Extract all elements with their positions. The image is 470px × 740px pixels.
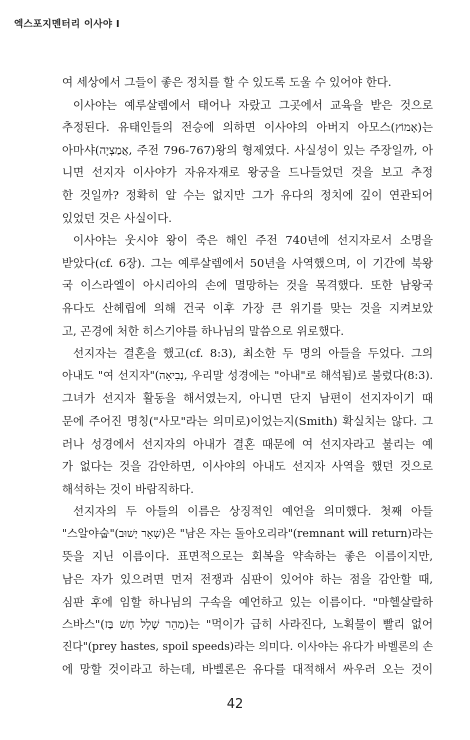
text-line: 심판 후에 임할 하나님의 구속을 예언하고 있는 이름이다. "마헬살랄하 (62, 594, 433, 609)
text-line: 에 망할 것이라고 하는데, 바벨론은 유다를 대적해서 싸우러 오는 것이 (62, 662, 433, 677)
text-line: 이사야는 예루살렘에서 태어나 자랐고 그곳에서 교육을 받은 것으로 (73, 97, 433, 112)
text-line: 선지자는 결혼을 했고(cf. 8:3), 최소한 두 명의 아들을 두었다. 그의 (73, 346, 433, 361)
text-line: 유다도 산헤립에 의해 건국 이후 가장 큰 위기를 맞는 것을 지켜보았 (62, 300, 433, 315)
text-line: 아내도 "여 선지자"(נְבִיאָה, 우리말 성경에는 "아내"로 해석됨)로 불렸다(8:3). (62, 368, 433, 382)
body-text (62, 71, 433, 681)
text-line: 뜻을 지닌 이름이다. 표면적으로는 회복을 약속하는 좋은 이름이지만, (62, 549, 433, 564)
text-line: 진다"(prey hastes, spoil speeds)라는 의미다. 이사야는 유다가 바벨론의 손 (62, 639, 433, 653)
text-line: 고, 곤경에 처한 히스기야를 하나님의 말씀으로 위로했다. (62, 323, 345, 338)
text-line: 남은 자가 있으려면 먼저 전쟁과 심판이 있어야 하는 점을 감안할 때, (62, 572, 433, 587)
running-header: 엑스포지멘터리 이사야 I (14, 19, 120, 30)
text-line: 이사야는 웃시야 왕이 죽은 해인 주전 740년에 선지자로서 소명을 (73, 233, 433, 248)
text-line: 그녀가 선지자 활동을 해서였는지, 아니면 단지 남편이 선지자이기 때 (62, 391, 433, 406)
text-line: 스바스"(מַהֵר שָׁלָל חָשׁ בַּז)는 "먹이가 급히 사라진다, 노획물이 빨리 없어 (62, 617, 433, 632)
text-line: 가 없다는 것을 감안하면, 이사야의 아내도 선지자 사역을 했던 것으로 (62, 459, 433, 474)
page-number: 42 (226, 697, 244, 712)
text-line: 여 세상에서 그들이 좋은 정치를 할 수 있도록 도울 수 있어야 한다. (62, 75, 392, 89)
text-line: 해석하는 것이 바람직하다. (62, 481, 194, 496)
text-line: 한 것일까? 정확히 알 수는 없지만 그가 유다의 정치에 깊이 연관되어 (62, 187, 433, 202)
text-line: 러나 성경에서 선지자의 아내가 결혼 때문에 여 선지자라고 불리는 예 (62, 436, 433, 451)
text-line: 있었던 것은 사실이다. (62, 210, 172, 225)
text-line: 선지자의 두 아들의 이름은 상징적인 예언을 의미했다. 첫째 아들 (73, 504, 433, 519)
text-line: "스알야숩"(שְׁאָר יָשׁוּב)은 "남은 자는 돌아오리라"(remnant will return)라는 (62, 526, 433, 540)
text-line: 문에 주어진 명칭("사모"라는 의미로)이었는지(Smith) 확실치는 않다. 그 (62, 413, 433, 428)
text-line: 추정된다. 유태인들의 전승에 의하면 이사야의 아버지 아모스(אָמוֹץ)는 (62, 120, 433, 135)
text-line: 국 이스라엘이 아시리아의 손에 멸망하는 것을 목격했다. 또한 남왕국 (62, 278, 433, 293)
text-line: 받았다(cf. 6장). 그는 예루살렘에서 50년을 사역했으며, 이 기간에 북왕 (62, 255, 433, 270)
text-line: 아마샤(אֲמַצְיָה, 주전 796-767)왕의 형제였다. 사실성이 있는 주장일까, 아 (62, 142, 433, 157)
text-line: 니면 선지자 이사야가 자유자재로 왕궁을 드나들었던 것을 보고 추정 (62, 165, 433, 180)
